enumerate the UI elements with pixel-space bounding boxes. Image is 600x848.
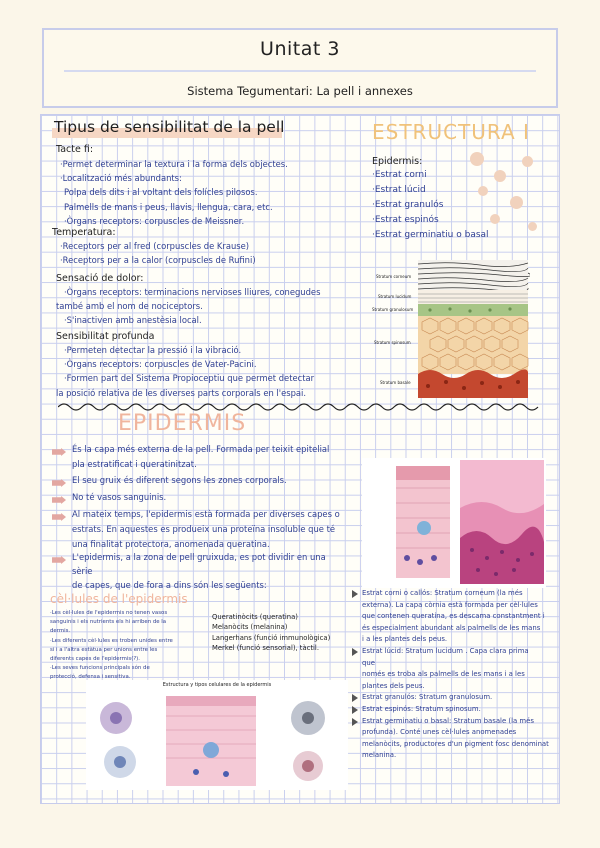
dolor-list — [56, 285, 320, 328]
triangle-bullet-icon — [352, 694, 358, 702]
text-line: estrats. En aquestes es produeix una proteïna insoluble que té — [72, 523, 336, 534]
text-line: ·Òrgans receptors: terminacions nervioses lliures, conegudes — [64, 287, 321, 297]
text-line: melanòcits, productores d'un pigment fosc denominat — [362, 739, 549, 748]
triangle-bullet-icon — [352, 590, 358, 598]
layer-detail-corni — [352, 588, 549, 646]
histology-image — [362, 458, 546, 588]
temperatura-list — [60, 239, 256, 267]
epidermis-point-2: El seu gruix és diferent segons les zones corporals. — [72, 475, 287, 485]
text-line: Estrat germinatiu o basal: Stratum basale (la més — [362, 716, 534, 725]
text-line: dermis. — [50, 628, 71, 635]
cells-figure-drawing — [86, 690, 348, 790]
text-line: Estrat granulós: Stratum granulosum. — [362, 693, 493, 702]
text-line: ·Les seves funcions principals són de — [50, 665, 150, 672]
text-line: la posició relativa de les diverses parts corporals en l'espai. — [56, 387, 307, 398]
tacte-heading: Tacte fi: — [56, 144, 94, 155]
layer-item: ·Estrat germinatiu o basal — [372, 230, 489, 240]
text-line: plantes dels peus. — [362, 681, 425, 690]
cell-type: Langerhans (funció immunològica) — [212, 633, 331, 642]
text-line: melanina. — [362, 751, 397, 760]
diagram-label: Stratum basale — [380, 380, 411, 385]
text-line: Polpa dels dits i al voltant dels folícles pilosos. — [64, 187, 258, 198]
text-line: És la capa més externa de la pell. Formada per teixit epitelial — [72, 444, 330, 454]
dolor-heading: Sensació de dolor: — [56, 273, 144, 284]
text-line: que contenen queratina, es descama constantment i — [362, 612, 545, 621]
diagram-label: Stratum granulosum — [372, 307, 414, 312]
sensibilitat-title: Tipus de sensibilitat de la pell — [54, 118, 285, 136]
epidermis-point-1 — [72, 442, 329, 472]
profunda-heading: Sensibilitat profunda — [56, 331, 155, 342]
diagram-label: Stratum spinosum — [374, 340, 411, 345]
epidermis-title: EPIDERMIS — [118, 411, 247, 436]
decor-dot — [494, 170, 506, 182]
triangle-bullet-icon — [352, 648, 358, 656]
text-line: ·Receptors per al fred (corpuscles de Krause) — [60, 241, 250, 251]
text-line: L'epidermis, a la zona de pell gruixuda, es pot dividir en una — [72, 552, 326, 562]
cell-types — [212, 612, 330, 654]
text-line: ·Permet determinar la textura i la forma dels objectes. — [60, 159, 288, 169]
layer-detail-list — [352, 588, 549, 762]
text-line: pla estratificat i queratinitzat. — [72, 458, 197, 469]
figure-caption: Estructura y tipos celulares de la epidermis — [162, 682, 272, 688]
text-line: ·Les cèl·lules de l'epidermis no tenen vasos — [50, 610, 168, 616]
layer-detail-lucid — [352, 646, 549, 692]
cell-type: Merkel (funció sensorial), tàctil. — [212, 644, 319, 653]
text-line: Estrat espinós: Stratum spinosum. — [362, 704, 481, 713]
text-line: protecció, defensa i sensitiva. — [50, 674, 131, 681]
text-line: ·Les diferents cèl·lules es troben unides entre — [50, 637, 173, 644]
text-line: és especialment abundant als palmells de les mans — [362, 623, 541, 632]
title-rule — [64, 70, 536, 72]
text-line: una finalitat protectora, anomenada queratina. — [72, 538, 270, 549]
epidermis-point-3: No té vasos sanguinis. — [72, 492, 167, 502]
tacte-list — [60, 157, 288, 228]
layer-list — [372, 168, 489, 243]
layer-detail-granulos — [352, 692, 549, 704]
page-subtitle: Sistema Tegumentari: La pell i annexes — [187, 84, 413, 98]
text-line: Estrat lúcid: Stratum lucidum . Capa clara prima — [362, 646, 529, 655]
text-line: de capes, que de fora a dins són les següents: — [72, 580, 267, 591]
decor-dot — [528, 222, 537, 231]
layer-item: ·Estrat espinós — [372, 215, 439, 225]
text-line: sèrie — [72, 566, 93, 577]
text-line: també amb el nom de nociceptors. — [56, 301, 203, 312]
temperatura-heading: Temperatura: — [52, 227, 116, 238]
text-line: ·Permeten detectar la pressió i la vibració. — [64, 345, 242, 355]
title-box — [42, 28, 558, 108]
text-line: només es troba als palmells de les mans i a les — [362, 670, 525, 679]
layer-item: ·Estrat granulós — [372, 200, 444, 210]
decor-dot — [510, 196, 523, 209]
cells-title: cèl·lules de l'epidermis — [50, 592, 188, 606]
page-title: Unitat 3 — [260, 38, 340, 60]
text-line: que — [362, 658, 375, 667]
epidermis-point-4 — [72, 507, 340, 551]
diagram-label: Stratum corneum — [376, 274, 412, 279]
cells-notes — [50, 609, 173, 683]
text-line: diferents capes de l'epidermis(?). — [50, 656, 140, 663]
text-line: profunda). Conté unes cèl·lules anomenades — [362, 728, 517, 737]
text-line: Estrat corni o callós: Stratum corneum (la més — [362, 589, 523, 597]
epidermis-layers-diagram — [370, 258, 530, 400]
text-line: ·Receptors per a la calor (corpuscles de Rufini) — [60, 255, 256, 266]
epidermis-point-5 — [72, 550, 326, 593]
text-line: si i a l'altra estàtua per unions entre les — [50, 646, 158, 653]
text-line: ·Òrgans receptors: corpuscles de Meissner. — [64, 215, 245, 226]
diagram-label: Stratum lucidum — [378, 294, 412, 299]
estructura-title: ESTRUCTURA I — [372, 120, 530, 144]
decor-dot — [470, 152, 484, 166]
profunda-list — [56, 343, 314, 400]
text-line: ·Formen part del Sistema Propioceptiu que permet detectar — [64, 373, 315, 384]
layer-item: ·Estrat lúcid — [372, 185, 426, 195]
layer-item: ·Estrat corni — [372, 170, 427, 180]
triangle-bullet-icon — [352, 718, 358, 726]
decor-dot — [490, 214, 500, 224]
decor-dot — [522, 156, 533, 167]
text-line: ·S'inactiven amb anestèsia local. — [64, 315, 202, 326]
text-line: sanguinis i els nutrients els hi arriben de la — [50, 619, 167, 626]
epidermis-heading: Epidermis: — [372, 156, 423, 167]
cell-type: Queratinòcits (queratina) — [212, 613, 298, 621]
text-line: Palmells de mans i peus, llavis, llengua, cara, etc. — [64, 201, 273, 212]
cell-type: Melanòcits (melanina) — [212, 623, 288, 632]
cells-figure — [86, 680, 348, 790]
text-line: Al mateix temps, l'epidermis està formada per diverses capes o — [72, 509, 340, 519]
text-line: i a les plantes dels peus. — [362, 635, 448, 644]
layer-detail-basal — [352, 716, 549, 762]
text-line: externa). La capa còrnia està formada per cèl·lules — [362, 600, 538, 609]
text-line: ·Localització més abundants: — [60, 173, 182, 184]
text-line: ·Òrgans receptors: corpuscles de Vater-Pacini. — [64, 359, 257, 370]
triangle-bullet-icon — [352, 706, 358, 714]
layer-detail-espinos — [352, 704, 549, 716]
